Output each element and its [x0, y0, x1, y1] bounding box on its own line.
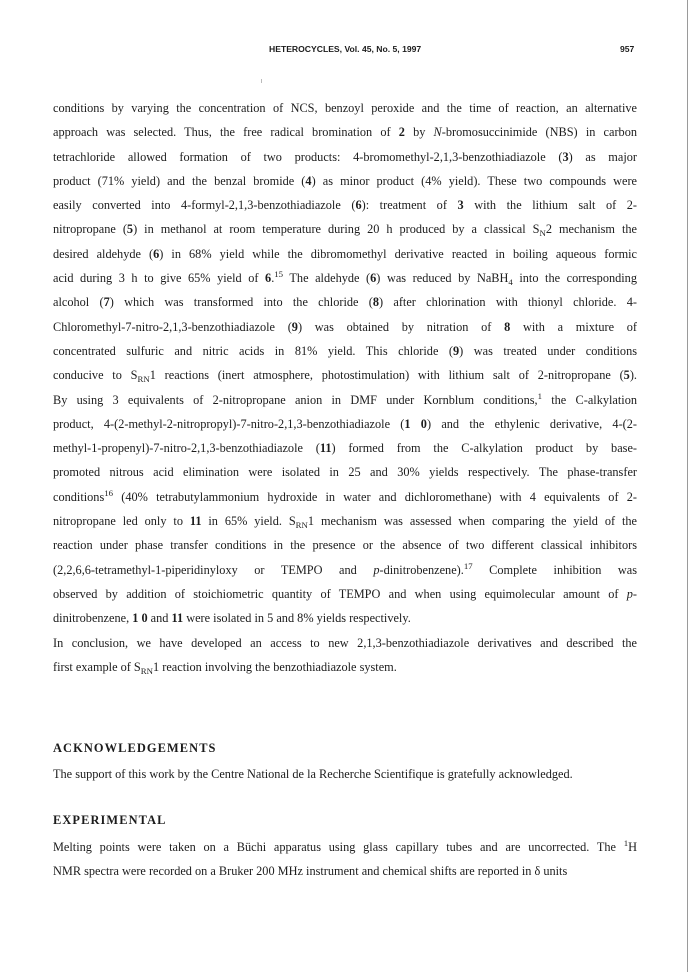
body-text-line: product, 4-(2-methyl-2-nitropropyl)-7-nitro-2,1,3-benzothiadiazole (1 0) and the ethylenic derivative, 4-(2-: [53, 416, 638, 431]
body-text-line: first example of $S_{RN}1$ reaction involving the benzothiadiazole system.: [53, 659, 397, 676]
body-text-line: concentrated sulfuric and nitric acids in 81% yield. This chloride (9) was treated under conditions: [53, 343, 637, 358]
body-text-line: promoted nitrous acid elimination were isolated in 25 and 30% yields respectively. The phase-transfer: [53, 465, 637, 480]
body-text-line: conditions by varying the concentration of NCS, benzoyl peroxide and the time of reaction, an alternative: [53, 101, 637, 115]
experimental-text: [53, 835, 637, 884]
running-header: [0, 44, 695, 60]
acknowledgements-text: The support of this work by the Centre National de la Recherche Scientifique is gratefully acknowledged.: [53, 767, 573, 781]
body-text-line: tetrachloride allowed formation of two products: 4-bromomethyl-2,1,3-benzothiadiazole (3) as major: [53, 149, 637, 164]
body-text-line: dinitrobenzene, 1 0 and 11 were isolated in 5 and 8% yields respectively.: [53, 611, 411, 626]
body-text-line: product (71% yield) and the benzal bromide (4) as minor product (4% yield). These two compounds were: [53, 173, 637, 188]
body-text-line: reaction under phase transfer conditions in the presence or the absence of two different classical inhibitors: [53, 538, 637, 553]
body-text-line: conducive to $S_{RN}1$ reactions (inert atmosphere, photostimulation) with lithium salt of 2-nitropropane (5).: [53, 368, 637, 385]
running-title: HETEROCYCLES, Vol. 45, No. 5, 1997: [269, 44, 422, 54]
page-number: 957: [620, 44, 635, 54]
page-edge-rule: [687, 0, 688, 972]
crop-mark: [261, 79, 262, 83]
body-text-line: nitropropane (5) in methanol at room temperature during 20 h produced by a classical $S_N2$ mechanism the: [53, 222, 637, 239]
body-text-line: By using 3 equivalents of 2-nitropropane anion in DMF under Kornblum conditions,$^1$ the C-alkylation: [53, 390, 637, 407]
experimental-text-line: Melting points were taken on a Büchi apparatus using glass capillary tubes and are uncorrected. The $^1$H: [53, 838, 637, 854]
experimental-heading: EXPERIMENTAL: [53, 813, 167, 827]
main-body-text: [53, 96, 637, 679]
body-text-line: Chloromethyl-7-nitro-2,1,3-benzothiadiazole (9) was obtained by nitration of 8 with a mixture of: [53, 319, 637, 334]
body-text-line: acid during 3 h to give 65% yield of 6.15 The aldehyde (6) was reduced by NaBH$_4$ into the corresponding: [53, 269, 637, 288]
body-text-line: (2,2,6,6-tetramethyl-1-piperidinyloxy or TEMPO and p-dinitrobenzene).$^{17}$ Complete inhibition was: [53, 560, 638, 577]
body-text-line: methyl-1-propenyl)-7-nitro-2,1,3-benzothiadiazole (11) formed from the C-alkylation product by base-: [53, 441, 637, 456]
acknowledgements-heading: ACKNOWLEDGEMENTS: [53, 741, 217, 755]
body-text-line: In conclusion, we have developed an access to new 2,1,3-benzothiadiazole derivatives and described the: [53, 635, 637, 650]
body-text-line: alcohol (7) which was transformed into the chloride (8) after chlorination with thionyl chloride. 4-: [53, 295, 637, 310]
body-text-line: nitropropane led only to 11 in 65% yield. $S_{RN}1$ mechanism was assessed when comparing the yield of the: [53, 514, 637, 531]
body-text-line: easily converted into 4-formyl-2,1,3-benzothiadiazole (6): treatment of 3 with the lithium salt of 2-: [53, 198, 638, 213]
body-text-line: observed by addition of stoichiometric quantity of TEMPO and when using equimolecular amount of p-: [53, 586, 637, 601]
body-text-line: approach was selected. Thus, the free radical bromination of 2 by N-bromosuccinimide (NBS) in carbon: [53, 125, 638, 140]
experimental-text-line: NMR spectra were recorded on a Bruker 200 MHz instrument and chemical shifts are reported in δ units: [53, 864, 568, 879]
body-text-line: desired aldehyde (6) in 68% yield while the dibromomethyl derivative reacted in boiling aqueous formic: [53, 246, 638, 261]
body-text-line: conditions$^{16}$ (40% tetrabutylammonium hydroxide in water and dichloromethane) with 4 equivalents of 2-: [53, 487, 637, 504]
